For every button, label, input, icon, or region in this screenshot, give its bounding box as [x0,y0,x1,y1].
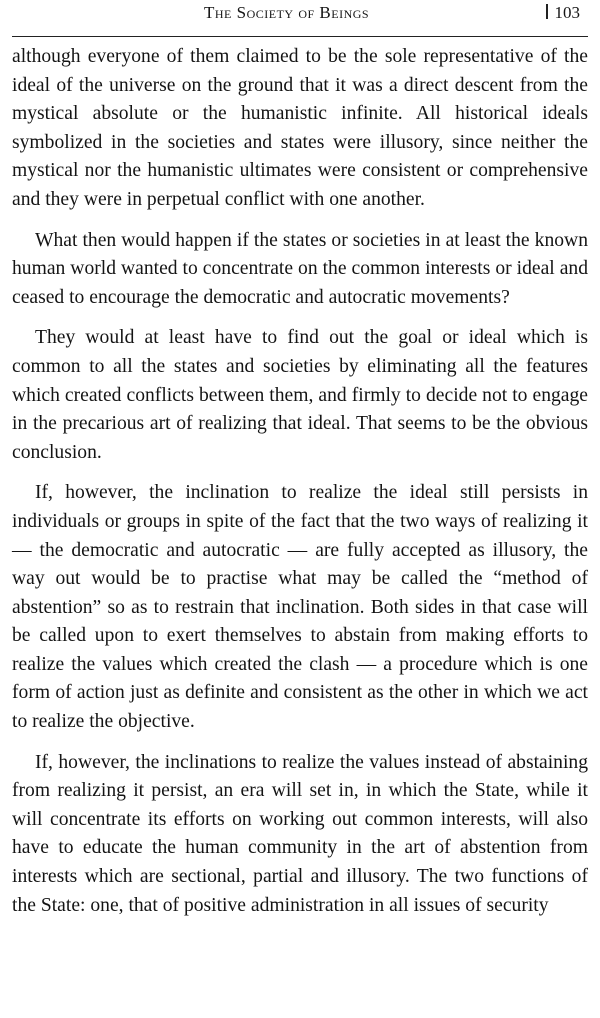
paragraph: If, however, the inclinations to realize the values instead of abstaining from realizing it persist, an era will set in, in which the State, while it will concentrate its efforts on working out common interests, will also have to educate the human community in the art of abstention from interests which are sectional, partial and illusory. The two functions of the State: one, that of positive administration in all issues of security [12,751,588,916]
running-title: The Society of Beings [204,3,370,22]
paragraph: They would at least have to find out the goal or ideal which is common to all the states and societies by eliminating all the features which created conflicts between them, and firmly to decide not to engage in the precarious art of realizing that ideal. That seems to be the obvious conclusion. [12,327,588,463]
page-number [546,3,580,23]
page-number-text: 103 [554,3,580,22]
folio-divider [546,4,548,19]
body-text [12,37,588,920]
paragraph: If, however, the inclination to realize the ideal still persists in individuals or groups in spite of the fact that the two ways of realizing it — the democratic and autocratic — are fully accepted as illusory, the way out would be to practise what may be called the “method of abstention” so as to restrain that inclination. Both sides in that case will be called upon to exert themselves to abstain from making efforts to realize the values which created the clash — a procedure which is one form of action just as definite and consistent as the other in which we act to realize the objective. [12,482,588,733]
paragraph-continued: although everyone of them claimed to be the sole representative of the ideal of the universe on the ground that it was a direct descent from the mystical absolute or the humanistic infinite. All historical ideals symbolized in the societies and states were illusory, since neither the mystical nor the humanistic ultimates were consistent or comprehensive and they were in perpetual conflict with one another. [12,46,588,210]
paragraph: What then would happen if the states or societies in at least the known human world wanted to concentrate on the common interests or ideal and ceased to encourage the democratic and autocratic movements? [12,229,588,308]
running-head [12,0,588,37]
